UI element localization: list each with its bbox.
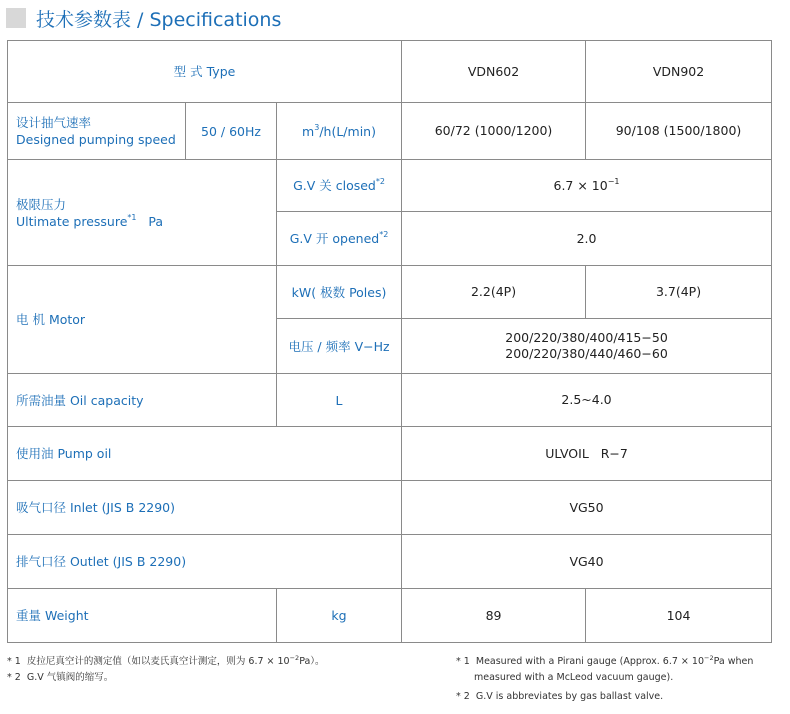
- note-cn-1-tail: Pa）。: [299, 656, 325, 667]
- motor-power-b: 3.7(4P): [586, 266, 772, 319]
- speed-unit: [277, 103, 402, 160]
- title-square-icon: [6, 8, 26, 28]
- gv-closed-sup: *2: [375, 177, 385, 186]
- motor-voltage-line1: 200/220/380/400/415−50: [505, 330, 668, 345]
- speed-unit-rest: /h(L/min): [319, 123, 376, 139]
- speed-unit-base: m: [302, 123, 315, 139]
- note-en-2: [456, 689, 753, 705]
- note-cn-1-sup: −2: [289, 654, 300, 662]
- note-en-1-cont: measured with a McLeod vacuum gauge).: [474, 672, 674, 683]
- motor-voltage-line2: 200/220/380/440/460−60: [505, 346, 668, 361]
- ultimate-label-en-line: [16, 213, 268, 230]
- page-title: 技术参数表 / Specifications: [36, 8, 282, 31]
- model-b-header: VDN902: [586, 41, 772, 103]
- table-row-weight: [8, 589, 772, 643]
- model-a-header: VDN602: [402, 41, 586, 103]
- note-en-1-mark: * 1: [456, 656, 470, 667]
- pump-oil-label: 使用油 Pump oil: [8, 427, 402, 481]
- motor-power-a: 2.2(4P): [402, 266, 586, 319]
- gv-closed-value-base: 6.7 × 10: [553, 177, 608, 193]
- inlet-label: 吸气口径 Inlet (JIS B 2290): [8, 481, 402, 535]
- ultimate-label-cn: 极限压力: [16, 196, 67, 212]
- speed-unit-sup: 3: [314, 122, 320, 132]
- note-en-1: [456, 654, 753, 670]
- note-cn-1-mark: * 1: [7, 656, 21, 667]
- note-en-1-text: Measured with a Pirani gauge (Approx. 6.7 × 10: [475, 656, 704, 667]
- speed-frequency: 50 / 60Hz: [186, 103, 277, 160]
- gv-opened-value: 2.0: [402, 212, 772, 266]
- note-cn-1: [7, 654, 325, 670]
- table-row-ultimate-closed: [8, 160, 772, 212]
- oil-capacity-label: 所需油量 Oil capacity: [8, 374, 277, 427]
- ultimate-label: [8, 160, 277, 266]
- title-bar: [6, 6, 281, 30]
- oil-capacity-value: 2.5~4.0: [402, 374, 772, 427]
- note-en-1-tail: Pa when: [713, 656, 754, 667]
- type-header: 型 式 Type: [8, 41, 402, 103]
- speed-label-en: Designed pumping speed: [16, 132, 176, 147]
- weight-label: 重量 Weight: [8, 589, 277, 643]
- ultimate-label-en: Ultimate pressure: [16, 213, 128, 229]
- gv-closed-value-sup: −1: [607, 176, 620, 186]
- gv-closed-text: G.V 关 closed: [293, 178, 376, 193]
- inlet-value: VG50: [402, 481, 772, 535]
- speed-label: [8, 103, 186, 160]
- gv-closed-value: [402, 160, 772, 212]
- note-en-2-mark: * 2: [456, 691, 470, 702]
- table-row-header: [8, 41, 772, 103]
- gv-opened-text: G.V 开 opened: [289, 231, 380, 246]
- table-row-motor-power: [8, 266, 772, 319]
- table-row-oil-capacity: [8, 374, 772, 427]
- oil-capacity-unit: L: [277, 374, 402, 427]
- table-row-pump-oil: [8, 427, 772, 481]
- weight-value-a: 89: [402, 589, 586, 643]
- note-en-2-text: G.V is abbreviates by gas ballast valve.: [475, 691, 664, 702]
- speed-value-a: 60/72 (1000/1200): [402, 103, 586, 160]
- gv-closed-label: [277, 160, 402, 212]
- motor-voltage-value: [402, 319, 772, 374]
- outlet-value: VG40: [402, 535, 772, 589]
- motor-power-label: kW( 极数 Poles): [277, 266, 402, 319]
- gv-opened-sup: *2: [379, 230, 389, 239]
- note-cn-2-mark: * 2: [7, 672, 21, 683]
- motor-label: 电 机 Motor: [8, 266, 277, 374]
- weight-unit: kg: [277, 589, 402, 643]
- speed-label-cn: 设计抽气速率: [16, 115, 92, 130]
- table-row-outlet: [8, 535, 772, 589]
- ultimate-label-unit: Pa: [148, 213, 164, 229]
- notes-cn: [7, 654, 325, 686]
- gv-opened-label: [277, 212, 402, 266]
- notes-en: [456, 654, 753, 705]
- table-row-inlet: [8, 481, 772, 535]
- outlet-label: 排气口径 Outlet (JIS B 2290): [8, 535, 402, 589]
- weight-value-b: 104: [586, 589, 772, 643]
- table-row-speed: [8, 103, 772, 160]
- note-en-1-sup: −2: [704, 654, 714, 662]
- speed-value-b: 90/108 (1500/1800): [586, 103, 772, 160]
- spec-table: [7, 40, 772, 643]
- pump-oil-value: ULVOIL R−7: [402, 427, 772, 481]
- ultimate-label-sup: *1: [127, 212, 137, 222]
- note-cn-2-text: G.V 气镇阀的缩写。: [26, 672, 114, 683]
- note-cn-1-text: 皮拉尼真空计的测定值（如以麦氏真空计测定，则为 6.7 × 10: [26, 656, 290, 667]
- note-cn-2: [7, 670, 325, 686]
- motor-voltage-label: 电压 / 频率 V−Hz: [277, 319, 402, 374]
